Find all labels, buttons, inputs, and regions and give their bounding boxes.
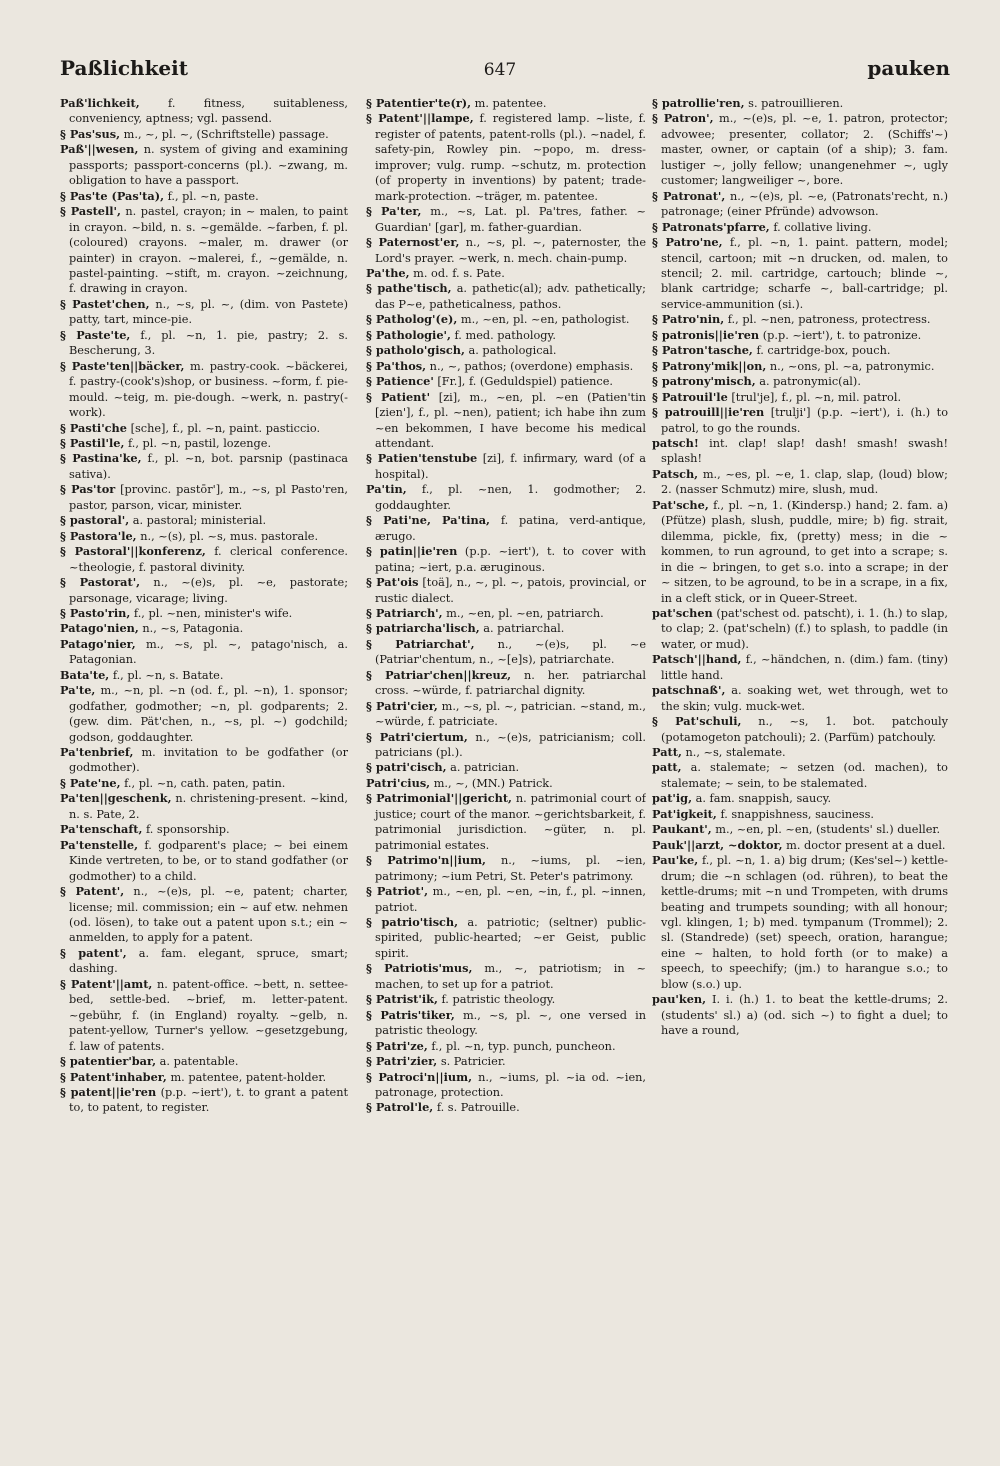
entry-definition: m., ~(e)s, pl. ~e, 1. patron, protector; advowee; presenter, collator; 2. (Schiffs'~) master, owner, or captain (of a ship); 3. fam. lustiger ~, jolly fellow; unangenehmer ~, ugly customer; langweiliger ~, bore. [661,112,948,188]
page-number: 647 [483,60,517,80]
dictionary-entry [652,791,948,806]
entry-headword: § Patriarch', [366,605,443,620]
entry-definition: [toä], n., ~, pl. ~, patois, provincial, or rustic dialect. [375,576,646,605]
entry-definition: a. soaking wet, wet through, wet to the skin; vulg. muck-wet. [661,684,948,713]
dictionary-entry [60,127,348,142]
entry-definition: n., ~s, pl. ~, (dim. von Pastete) patty, tart, mince-pie. [69,297,348,327]
entry-definition: f., pl. ~n, 1. (Kindersp.) hand; 2. fam. a) (Pfütze) plash, slush, puddle, mire; b) fig. strait, dilemma, pickle, fix, (pretty) mess; in die ~ kommen, to run aground, to get into a scrape; s. in die ~ bringen, to get s.o. into a scrape; in der ~ sitzen, to be aground, to be in a scrape, in a fix, in a cleft stick, or in Queer-Street. [661,498,948,605]
column-3 [652,96,948,1386]
entry-definition: m., ~s, pl. ~, one versed in patristic theology. [375,1008,646,1038]
entry-headword: Patri'cius, [366,775,431,790]
dictionary-entry [652,96,948,111]
entry-headword: § Pati'ne, Pa'tina, [366,513,490,528]
entry-definition: f. clerical conference. ~theologie, f. pastoral divinity. [69,545,348,574]
entry-headword: § Patri'cier, [366,698,438,713]
entry-headword: Pa'the, [366,265,410,280]
dictionary-entry [366,853,646,884]
entry-headword: § Patronat', [652,188,726,203]
entry-definition: m., ~n, pl. ~n (od. f., pl. ~n), 1. sponsor; godfather, godmother; ~n, pl. godparents; 2. (gew. dim. Pät'chen, n., ~s, pl. ~) godchild; godson, goddaughter. [69,684,348,744]
dictionary-entry [366,1039,646,1054]
dictionary-entry [60,637,348,668]
entry-definition: n., ~s, 1. bot. patchouly (potamogeton patchouli); 2. (Parfüm) patchouly. [661,715,948,744]
entry-definition: a. fam. elegant, spruce, smart; dashing. [69,946,348,976]
entry-headword: § Patien'tenstube [366,451,478,466]
entry-definition: n., ~, pathos; (overdone) emphasis. [429,359,634,373]
entry-definition: m., ~s, Lat. pl. Pa'tres, father. ~ Guardian' [gar], m. father-guardian. [375,205,646,234]
entry-headword: Patago'nien, [60,621,139,636]
entry-definition: n. her. patriarchal cross. ~würde, f. patriarchal dignity. [375,668,646,698]
dictionary-entry [60,745,348,776]
entry-headword: § Pas'te (Pas'ta), [60,188,164,203]
entry-definition: [provinc. pastōr'], m., ~s, pl Pasto'ren, pastor, parson, vicar, minister. [69,483,348,512]
entry-definition: f., pl. ~nen, 1. godmother; 2. goddaughter. [375,483,646,512]
entry-headword: § Patrimonial'||gericht, [366,791,512,806]
entry-definition: n. patrimonial court of justice; court of the manor. ~gerichtsbarkeit, f. patrimonial jurisdiction. ~güter, n. pl. patrimonial estates. [375,792,646,852]
entry-headword: Pau'ke, [652,853,699,868]
dictionary-entry [366,328,646,343]
dictionary-entry [366,482,646,513]
dictionary-entry [366,343,646,358]
entry-definition: f., pl. ~n, 1. paint. pattern, model; stencil, cartoon; mit ~n drucken, od. malen, to stencil; 2. mil. cartridge, cartouch; blinde ~, blank cartridge; scharfe ~, ball-cartridge; pl. service-ammunition (si.). [661,236,948,311]
dictionary-entry [366,235,646,266]
entry-definition: n., ~s, pl. ~, paternoster, the Lord's prayer. ~werk, n. mech. chain-pump. [375,236,646,265]
entry-headword: § Pa'thos, [366,358,427,373]
dictionary-entry [60,776,348,791]
entry-headword: § patri'cisch, [366,760,447,775]
entry-definition: f. collative living. [773,220,872,234]
entry-definition: a. stalemate; ~ setzen (od. machen), to stalemate; ~ sein, to be stalemated. [661,761,948,790]
entry-headword: Pa'ten||geschenk, [60,791,172,806]
dictionary-entry [652,111,948,188]
entry-headword: § Patrol'le, [366,1100,434,1115]
dictionary-entry [60,1054,348,1069]
entry-headword: § patin||ie'ren [366,544,458,559]
entry-definition: f. s. Patrouille. [436,1101,520,1115]
dictionary-entry [366,312,646,327]
dictionary-entry [652,807,948,822]
entry-headword: § Patent'||amt, [60,976,153,991]
entry-definition: f., pl. ~n, cath. paten, patin. [124,776,286,790]
entry-headword: § Pas'sus, [60,126,121,141]
entry-definition: n., ~s, Patagonia. [142,622,244,636]
entry-headword: § Pathologie', [366,327,451,342]
entry-definition: a. patriarchal. [483,622,565,636]
dictionary-entry [652,328,948,343]
entry-headword: § Patrist'ik, [366,992,438,1007]
dictionary-entry [60,946,348,977]
entry-headword: § Patient' [366,389,431,404]
column-1 [60,96,348,1386]
dictionary-entry [366,374,646,389]
entry-definition: (pat'schest od. patscht), i. 1. (h.) to slap, to clap; 2. (pat'scheln) (f.) to splash, to paddle (in water, or mud). [661,606,948,651]
dictionary-entry [652,822,948,837]
dictionary-entry [652,652,948,683]
entry-headword: § Patrony'mik||on, [652,358,767,373]
dictionary-entry [652,683,948,714]
entry-headword: § Pa'ter, [366,204,422,219]
entry-headword: Patago'nier, [60,636,136,651]
entry-definition: f., ~händchen, n. (dim.) fam. (tiny) little hand. [661,653,948,682]
dictionary-entry [60,421,348,436]
column-2 [366,96,646,1386]
entry-headword: Patsch'||hand, [652,652,742,667]
dictionary-entry [60,204,348,297]
dictionary-entry [60,668,348,683]
entry-headword: patsch! [652,435,699,450]
entry-headword: Pa'tin, [366,482,407,497]
entry-headword: § Patriar'chen||kreuz, [366,667,512,682]
dictionary-entry [60,436,348,451]
entry-definition: f., pl. ~nen, patroness, protectress. [727,313,931,327]
entry-headword: patschnaß', [652,683,726,698]
entry-headword: patt, [652,760,682,775]
entry-definition: n., ~iums, pl. ~ia od. ~ien, patronage, protection. [375,1070,646,1099]
entry-headword: Patsch, [652,466,699,481]
entry-definition: m., ~en, pl. ~en, patriarch. [446,606,604,620]
entry-definition: m., ~s, pl. ~, patrician. ~stand, m., ~würde, f. patriciate. [375,699,646,729]
entry-headword: Paß'lichkeit, [60,96,140,110]
entry-headword: § Patri'ciertum, [366,729,468,744]
entry-headword: Pat'igkeit, [652,806,717,821]
entry-headword: § Patent'||lampe, [366,111,474,126]
entry-definition: [sche], f., pl. ~n, paint. pasticcio. [130,421,321,435]
entry-headword: § Pasti'che [60,420,127,435]
entry-definition: m. doctor present at a duel. [786,838,946,852]
entry-headword: § patrony'misch, [652,374,756,389]
dictionary-entry [652,606,948,652]
dictionary-entry [366,699,646,730]
dictionary-entry [652,436,948,467]
entry-headword: Pa'tenschaft, [60,822,143,837]
entry-headword: § Patro'nin, [652,312,725,327]
entry-headword: § Pastet'chen, [60,296,150,311]
entry-headword: pau'ken, [652,992,707,1007]
dictionary-entry [60,884,348,946]
dictionary-entry [652,467,948,498]
entry-definition: n., ~(e)s, pl. ~e (Patriar'chentum, n., ~[e]s), patriarchate. [375,637,646,667]
entry-definition: m., ~, (MN.) Patrick. [433,776,553,790]
entry-definition: a. pastoral; ministerial. [132,514,267,528]
dictionary-entry [366,111,646,204]
entry-definition: n., ~(e)s, pl. ~e, (Patronats'recht, n.) patronage; (einer Pfründe) advowson. [661,189,948,219]
entry-definition: [Fr.], f. (Geduldspiel) patience. [437,375,614,389]
dictionary-entry [366,281,646,312]
entry-headword: pat'ig, [652,791,693,806]
entry-headword: Pat'sche, [652,497,709,512]
entry-headword: § patronis||ie'ren [652,327,760,342]
entry-headword: § Patrouil'le [652,389,728,404]
entry-headword: § Patrimo'n||ium, [366,853,486,868]
dictionary-entry [366,1070,646,1101]
entry-definition: f., pl. ~n, 1. pie, pastry; 2. s. Bescherung, 3. [69,328,348,358]
entry-headword: § Patentier'te(r), [366,96,472,110]
dictionary-entry [60,575,348,606]
dictionary-entry [60,621,348,636]
dictionary-entry [366,637,646,668]
entry-headword: § Pastorat', [60,575,141,590]
entry-definition: f. patristic theology. [441,993,556,1007]
entry-definition: a. pathetic(al); adv. pathetically; das P~e, patheticalness, pathos. [375,282,646,311]
entry-definition: m., ~en, pl. ~en, pathologist. [460,313,630,327]
dictionary-entry [366,544,646,575]
entry-definition: (p.p. ~iert'), t. to patronize. [762,328,922,342]
dictionary-entry [60,96,348,127]
dictionary-entry [60,606,348,621]
entry-definition: n., ~(e)s, pl. ~e, pastorate; parsonage, vicarage; living. [69,576,348,605]
entry-definition: f., pl. ~n, s. Batate. [112,668,224,682]
dictionary-entry [366,760,646,775]
entry-definition: f. patina, verd-antique, ærugo. [375,514,646,543]
dictionary-entry [60,297,348,328]
entry-headword: Pa'tenstelle, [60,837,139,852]
dictionary-entry [366,1100,646,1115]
dictionary-entry [652,220,948,235]
entry-definition: m. patentee, patent-holder. [170,1070,327,1084]
entry-definition: a. patronymic(al). [759,375,861,389]
entry-definition: m., ~, pl. ~, (Schriftstelle) passage. [123,127,329,141]
entry-definition: f., pl. ~n, pastil, lozenge. [127,436,272,450]
entry-headword: § Paste'ten||bäcker, [60,358,185,373]
entry-headword: Paukant', [652,822,712,837]
dictionary-entry [366,776,646,791]
entry-definition: [trul'je], f., pl. ~n, mil. patrol. [731,390,902,404]
entry-definition: f., pl. ~n, 1. a) big drum; (Kes'sel~) kettle-drum; die ~n schlagen (od. rühren), to beat the kettle-drums; mit ~n und Trompeten, with drums beating and trumpets sounding; with all honour; vgl. klingen, 1; b) med. tympanum (Trommel); 2. sl. (Standrede) (set) speech, oration, harangue; eine ~ halten, to hold forth (or to make) a speech, to speechify; (jm.) to harangue s.o.; to blow (s.o.) up. [661,854,948,991]
entry-headword: § Patri'zier, [366,1054,438,1069]
entry-definition: [trulji'] (p.p. ~iert'), i. (h.) to patrol, to go the rounds. [661,406,948,435]
entry-definition: s. patrouillieren. [748,97,844,110]
entry-headword: § Patriotis'mus, [366,961,473,976]
entry-definition: a. patrician. [450,761,520,775]
entry-definition: a. fam. snappish, saucy. [695,792,832,806]
entry-headword: § Pate'ne, [60,775,121,790]
entry-headword: § patent', [60,945,127,960]
entry-headword: § Pastoral'||konferenz, [60,544,206,559]
entry-definition: n., ~(s), pl. ~s, mus. pastorale. [140,529,319,543]
dictionary-entry [652,760,948,791]
entry-headword: § Patri'ze, [366,1038,428,1053]
entry-headword: § patrollie'ren, [652,96,745,110]
dictionary-entry [652,405,948,436]
entry-headword: § pastoral', [60,513,130,528]
entry-definition: f., pl. ~n, typ. punch, puncheon. [431,1039,616,1053]
entry-headword: § Patent'inhaber, [60,1069,167,1084]
dictionary-entry [366,1008,646,1039]
entry-definition: [zi], m., ~en, pl. ~en (Patien'tin [zien'], f., pl. ~nen), patient; ich habe ihn zum ~en bekommen, I have become his medical attendant. [375,390,646,450]
entry-headword: § Pastil'le, [60,435,125,450]
entry-definition: m., ~en, pl. ~en, (students' sl.) dueller. [715,823,941,837]
entry-definition: f., pl. ~n, bot. parsnip (pastinaca sativa). [69,452,348,481]
entry-definition: f. med. pathology. [454,328,556,342]
dictionary-entry [366,204,646,235]
dictionary-entry [366,513,646,544]
dictionary-entry [652,838,948,853]
entry-definition: n., ~(e)s, patricianism; coll. patricians (pl.). [375,730,646,760]
entry-headword: § Paste'te, [60,327,131,342]
entry-headword: § patrio'tisch, [366,915,459,930]
dictionary-entry [366,96,646,111]
entry-definition: n. system of giving and examining passports; passport-concerns (pl.). ~zwang, m. obligation to have a passport. [69,143,348,188]
entry-definition: n., ~iums, pl. ~ien, patrimony; ~ium Petri, St. Peter's patrimony. [375,854,646,883]
entry-headword: § Pas'tor [60,482,116,497]
dictionary-entry [366,266,646,281]
dictionary-entry [652,390,948,405]
dictionary-entry [652,374,948,389]
entry-headword: § Pat'schuli, [652,714,742,729]
entry-definition: f. fitness, suitableness, conveniency, aptness; vgl. passend. [69,97,348,126]
dictionary-entry [366,575,646,606]
entry-headword: Pa'te, [60,683,96,698]
entry-headword: § Patent', [60,884,125,899]
entry-headword: § Patron'tasche, [652,343,753,358]
entry-headword: § Patro'ne, [652,235,723,250]
entry-headword: § Patholog'(e), [366,312,458,327]
dictionary-entry [652,343,948,358]
entry-definition: m. invitation to be godfather (or godmother). [69,746,348,775]
dictionary-entry [60,142,348,188]
dictionary-entry [652,714,948,745]
running-head-right: pauken [867,56,950,80]
entry-headword: Patt, [652,745,682,760]
dictionary-entry [60,822,348,837]
entry-definition: m., ~s, pl. ~, patago'nisch, a. Patagonian. [69,637,348,667]
dictionary-entry [60,1085,348,1116]
dictionary-entry [366,668,646,699]
entry-definition: m. od. f. s. Pate. [413,266,505,280]
dictionary-entry [366,730,646,761]
dictionary-entry [366,884,646,915]
entry-headword: pat'schen [652,605,713,620]
entry-headword: § pathe'tisch, [366,281,452,296]
dictionary-entry [366,791,646,853]
entry-definition: a. patentable. [159,1055,239,1069]
entry-headword: § patholo'gisch, [366,343,465,358]
entry-headword: § Paternost'er, [366,235,460,250]
entry-headword: § Patron', [652,111,714,126]
dictionary-entry [60,544,348,575]
entry-headword: § patriarcha'lisch, [366,621,480,636]
dictionary-entry [60,977,348,1054]
entry-headword: § Pastell', [60,204,121,219]
dictionary-entry [60,529,348,544]
entry-headword: § Patriarchat', [366,636,475,651]
entry-headword: § Pasto'rin, [60,605,131,620]
entry-headword: § Pastora'le, [60,528,137,543]
entry-headword: Pa'tenbrief, [60,745,134,760]
entry-headword: § Patronats'pfarre, [652,219,770,234]
entry-definition: I. i. (h.) 1. to beat the kettle-drums; 2. (students' sl.) a) (od. sich ~) to fight a duel; to have a round, [661,993,948,1038]
dictionary-entry [652,992,948,1038]
entry-headword: § Patris'tiker, [366,1007,455,1022]
dictionary-entry [366,915,646,961]
dictionary-entry [366,1054,646,1069]
entry-definition: m. patentee. [474,97,547,110]
dictionary-entry [366,992,646,1007]
dictionary-entry [652,359,948,374]
entry-definition: f. sponsorship. [145,823,230,837]
dictionary-entry [60,791,348,822]
entry-headword: § patrouill||ie'ren [652,405,765,420]
entry-definition: n., ~s, stalemate. [685,746,786,760]
dictionary-entry [652,312,948,327]
dictionary-entry [652,189,948,220]
dictionary-entry [60,451,348,482]
entry-definition: s. Patricier. [440,1055,506,1069]
entry-headword: Paß'||wesen, [60,142,139,157]
dictionary-entry [652,745,948,760]
dictionary-entry [60,482,348,513]
dictionary-entry [60,359,348,421]
entry-definition: a. patriotic; (seltner) public-spirited, public-hearted; ~er Geist, public spirit. [375,916,646,960]
entry-definition: n. patent-office. ~bett, n. settee-bed, settle-bed. ~brief, m. letter-patent. ~gebühr, f. (in England) royalty. ~gelb, n. patent-yellow, Turner's yellow. ~gesetzgebung, f. law of patents. [69,977,348,1053]
dictionary-entry [366,606,646,621]
entry-headword: Bata'te, [60,667,110,682]
entry-definition: (p.p. ~iert'), t. to cover with patina; ~iert, p.a. æruginous. [375,545,646,574]
dictionary-entry [652,498,948,606]
entry-definition: f. registered lamp. ~liste, f. register of patents, patent-rolls (pl.). ~nadel, f. safety-pin, Rowley pin. ~popo, m. dress-improver; vulg. rump. ~schutz, m. protection (of property in inventions) by patent; trade-mark-protection. ~träger, m. patentee. [375,112,646,203]
dictionary-entry [366,390,646,452]
entry-definition: [zi], f. infirmary, ward (of a hospital). [375,452,646,481]
entry-headword: § Pat'ois [366,575,419,590]
dictionary-entry [652,853,948,992]
entry-headword: § Patience' [366,374,434,389]
entry-headword: § Patroci'n||ium, [366,1069,473,1084]
entry-headword: § Pastina'ke, [60,451,142,466]
dictionary-entry [366,451,646,482]
entry-headword: § patentier'bar, [60,1054,157,1069]
entry-headword: § patent||ie'ren [60,1085,157,1099]
entry-definition: n., ~ons, pl. ~a, patronymic. [769,359,935,373]
entry-definition: f. cartridge-box, pouch. [756,344,891,358]
entry-definition: m., ~, patriotism; in ~ machen, to set up for a patriot. [375,962,646,991]
dictionary-entry [60,328,348,359]
entry-definition: n., ~(e)s, pl. ~e, patent; charter, license; mil. commission; ein ~ auf etw. nehmen (od. lösen), to take out a patent upon s.t.; ein ~ anmelden, to apply for a patent. [69,885,348,945]
entry-definition: f. godparent's place; ~ bei einem Kinde vertreten, to be, or to stand godfather (or godmother) to a child. [69,838,348,883]
entry-definition: n. pastel, crayon; in ~ malen, to paint in crayon. ~bild, n. s. ~gemälde. ~farben, f. pl. (coloured) crayons. ~maler, m. drawer (or painter) in crayon. ~malerei, f., ~gemälde, n. pastel-painting. ~stift, m. crayon. ~zeichnung, f. drawing in crayon. [69,205,348,296]
running-head-left: Paßlichkeit [60,56,188,80]
dictionary-entry [366,621,646,636]
entry-definition: f. snappishness, sauciness. [720,807,874,821]
dictionary-entry [60,683,348,745]
entry-definition: f., pl. ~n, paste. [167,189,259,203]
entry-definition: m., ~en, pl. ~en, ~in, f., pl. ~innen, patriot. [375,885,646,914]
dictionary-entry [652,235,948,312]
dictionary-entry [60,1070,348,1085]
dictionary-entry [60,513,348,528]
entry-definition: a. pathological. [468,344,557,358]
entry-definition: int. clap! slap! dash! smash! swash! splash! [661,436,948,466]
entry-headword: Pauk'||arzt, ~doktor, [652,837,783,852]
dictionary-entry [60,838,348,884]
entry-definition: n. christening-present. ~kind, n. s. Pate, 2. [69,792,348,821]
dictionary-entry [366,359,646,374]
entry-definition: m. pastry-cook. ~bäckerei, f. pastry-(cook's)shop, or business. ~form, f. pie-mould. ~teig, m. pie-dough. ~werk, n. pastry(-work). [69,359,348,420]
entry-definition: m., ~es, pl. ~e, 1. clap, slap, (loud) blow; 2. (nasser Schmutz) mire, slush, mud. [661,467,948,497]
entry-definition: (p.p. ~iert'), t. to grant a patent to, to patent, to register. [69,1086,348,1115]
entry-headword: § Patriot', [366,884,429,899]
entry-definition: f., pl. ~nen, minister's wife. [133,606,293,620]
dictionary-entry [366,961,646,992]
dictionary-entry [60,189,348,204]
